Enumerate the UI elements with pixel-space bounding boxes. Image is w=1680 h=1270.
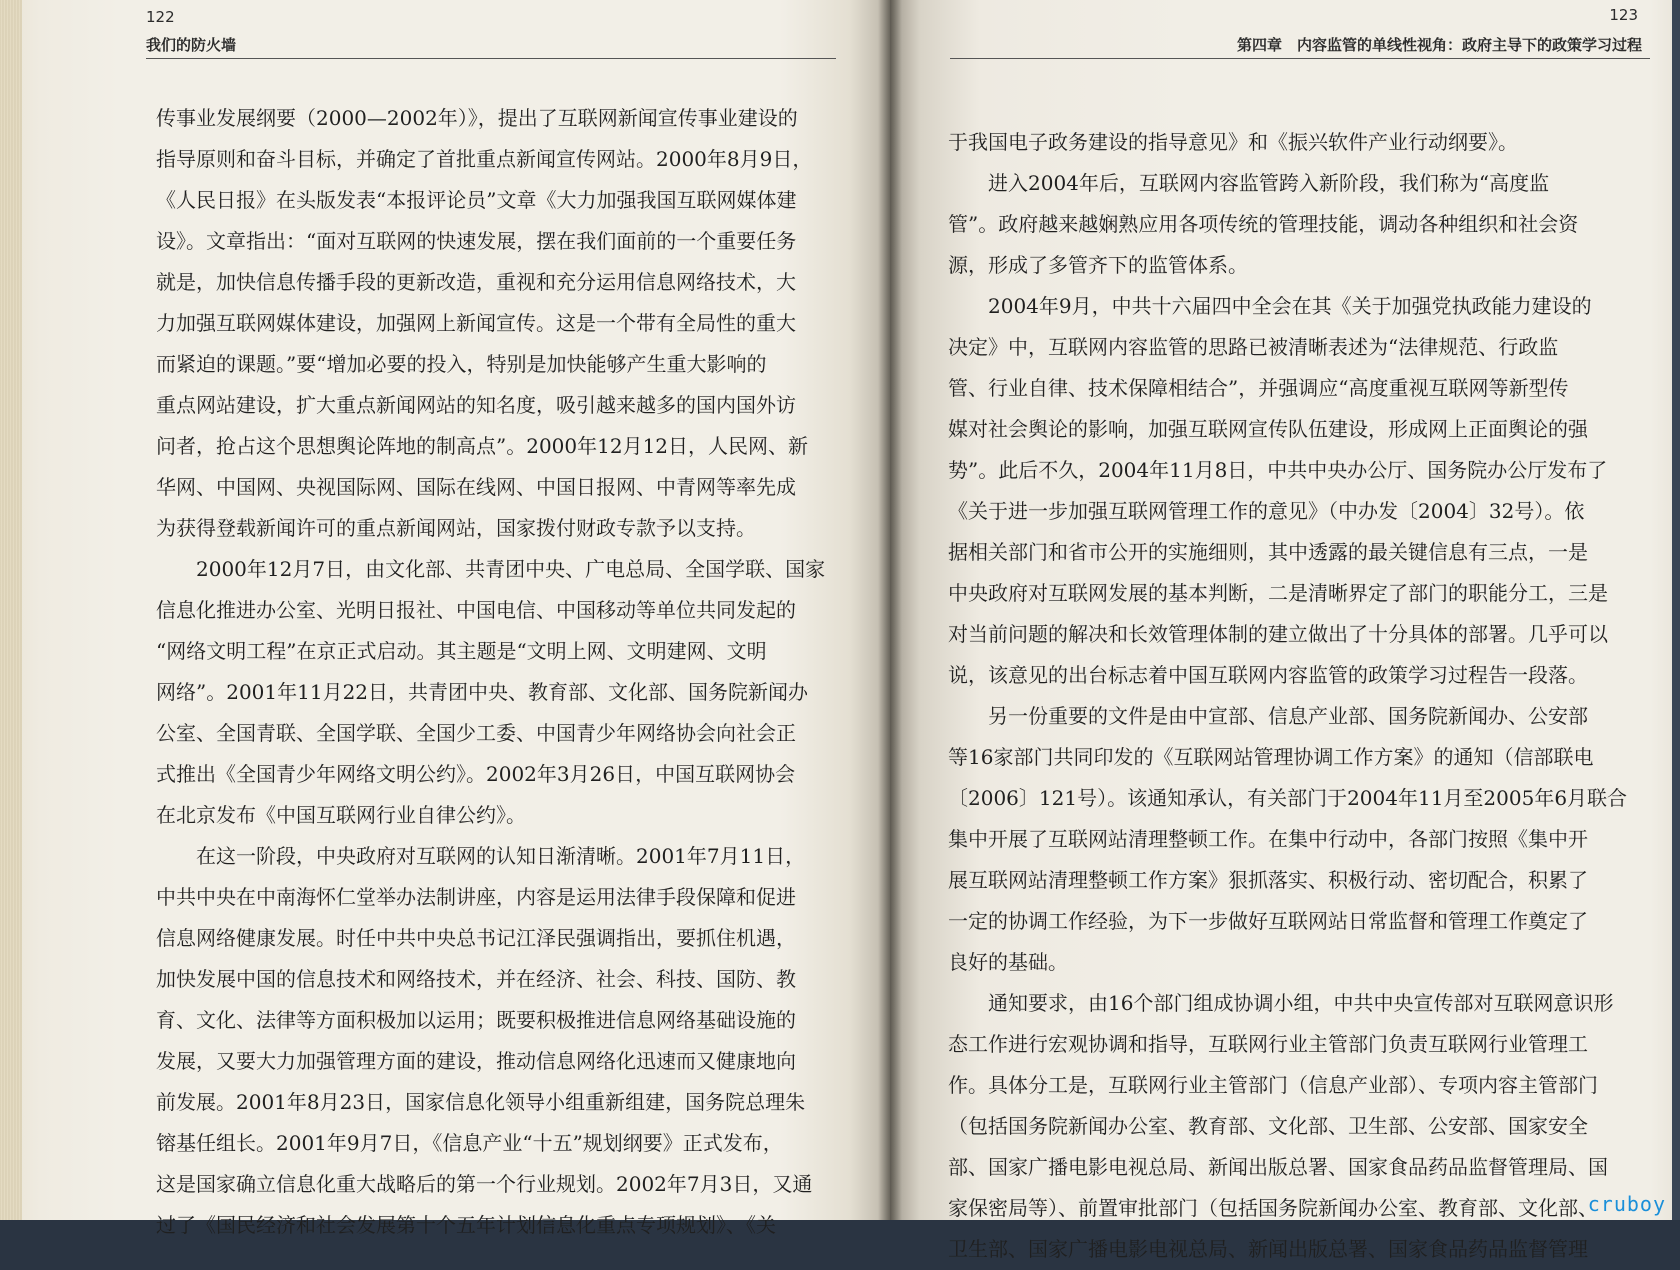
text-line: 媒对社会舆论的影响，加强互联网宣传队伍建设，形成网上正面舆论的强 [948, 417, 1588, 441]
text-line: 发展，又要大力加强管理方面的建设，推动信息网络化迅速而又健康地向 [156, 1049, 796, 1073]
text-line: 问者，抢占这个思想舆论阵地的制高点”。2000年12月12日，人民网、新 [156, 434, 809, 458]
scan-background [1672, 0, 1680, 1220]
right-page [890, 0, 1680, 1261]
text-line: 2004年9月，中共十六届四中全会在其《关于加强党执政能力建设的 [948, 294, 1592, 318]
text-line: 华网、中国网、央视国际网、国际在线网、中国日报网、中青网等率先成 [156, 475, 796, 499]
page-number: 123 [1609, 6, 1638, 24]
text-line: 指导原则和奋斗目标，并确定了首批重点新闻宣传网站。2000年8月9日， [156, 147, 813, 171]
text-line: 在这一阶段，中央政府对互联网的认知日渐清晰。2001年7月11日， [156, 844, 806, 868]
text-line: 中共中央在中南海怀仁堂举办法制讲座，内容是运用法律手段保障和促进 [156, 885, 796, 909]
text-line: 等16家部门共同印发的《互联网站管理协调工作方案》的通知（信部联电 [948, 745, 1594, 769]
text-line: 过了《国民经济和社会发展第十个五年计划信息化重点专项规划》、《关 [156, 1213, 776, 1237]
text-line: 《人民日报》在头版发表“本报评论员”文章《大力加强我国互联网媒体建 [156, 188, 797, 212]
text-line: 这是国家确立信息化重大战略后的第一个行业规划。2002年7月3日，又通 [156, 1172, 813, 1196]
text-line: 良好的基础。 [948, 950, 1068, 974]
text-line: 网络”。2001年11月22日，共青团中央、教育部、文化部、国务院新闻办 [156, 680, 809, 704]
text-line: 力加强互联网媒体建设，加强网上新闻宣传。这是一个带有全局性的重大 [156, 311, 796, 335]
text-line: 公室、全国青联、全国学联、全国少工委、中国青少年网络协会向社会正 [156, 721, 796, 745]
text-line: 信息化推进办公室、光明日报社、中国电信、中国移动等单位共同发起的 [156, 598, 796, 622]
text-line: 作。具体分工是，互联网行业主管部门（信息产业部）、专项内容主管部门 [948, 1073, 1598, 1097]
text-line: 信息网络健康发展。时任中共中央总书记江泽民强调指出，要抓住机遇， [156, 926, 796, 950]
text-line: 2000年12月7日，由文化部、共青团中央、广电总局、全国学联、国家 [156, 557, 826, 581]
header-rule [146, 58, 836, 59]
text-line: 为获得登载新闻许可的重点新闻网站，国家拨付财政专款予以支持。 [156, 516, 756, 540]
watermark: cruboy [1587, 1192, 1666, 1216]
text-line: 管”。政府越来越娴熟应用各项传统的管理技能，调动各种组织和社会资 [948, 212, 1579, 236]
body-text [156, 98, 856, 1246]
text-line: 源，形成了多管齐下的监管体系。 [948, 253, 1248, 277]
text-line: 加快发展中国的信息技术和网络技术，并在经济、社会、科技、国防、教 [156, 967, 796, 991]
text-line: 态工作进行宏观协调和指导，互联网行业主管部门负责互联网行业管理工 [948, 1032, 1588, 1056]
running-head: 第四章 内容监管的单线性视角：政府主导下的政策学习过程 [1236, 36, 1642, 54]
text-line: 卫生部、国家广播电影电视总局、新闻出版总署、国家食品药品监督管理 [948, 1237, 1588, 1261]
text-line: 一定的协调工作经验，为下一步做好互联网站日常监督和管理工作奠定了 [948, 909, 1588, 933]
text-line: 《关于进一步加强互联网管理工作的意见》（中办发〔2004〕32号）。依 [948, 499, 1585, 523]
text-line: 而紧迫的课题。”要“增加必要的投入，特别是加快能够产生重大影响的 [156, 352, 767, 376]
text-line: 管、行业自律、技术保障相结合”，并强调应“高度重视互联网等新型传 [948, 376, 1569, 400]
text-line: （包括国务院新闻办公室、教育部、文化部、卫生部、公安部、国家安全 [948, 1114, 1588, 1138]
text-line: 〔2006〕121号）。该通知承认，有关部门于2004年11月至2005年6月联合 [948, 786, 1628, 810]
text-line: 通知要求，由16个部门组成协调小组，中共中央宣传部对互联网意识形 [948, 991, 1614, 1015]
text-line: 势”。此后不久，2004年11月8日，中共中央办公厅、国务院办公厅发布了 [948, 458, 1608, 482]
page-number: 122 [146, 8, 175, 26]
book-gutter [878, 0, 902, 1220]
running-head: 我们的防火墙 [146, 36, 237, 54]
text-line: “网络文明工程”在京正式启动。其主题是“文明上网、文明建网、文明 [156, 639, 767, 663]
text-line: 集中开展了互联网站清理整顿工作。在集中行动中，各部门按照《集中开 [948, 827, 1588, 851]
text-line: 展互联网站清理整顿工作方案》狠抓落实、积极行动、密切配合，积累了 [948, 868, 1588, 892]
text-line: 设》。文章指出：“面对互联网的快速发展，摆在我们面前的一个重要任务 [156, 229, 797, 253]
text-line: 传事业发展纲要（2000—2002年）》，提出了互联网新闻宣传事业建设的 [156, 106, 798, 130]
text-line: 另一份重要的文件是由中宣部、信息产业部、国务院新闻办、公安部 [948, 704, 1588, 728]
text-line: 育、文化、法律等方面积极加以运用；既要积极推进信息网络基础设施的 [156, 1008, 796, 1032]
text-line: 在北京发布《中国互联网行业自律公约》。 [156, 803, 526, 827]
text-line: 就是，加快信息传播手段的更新改造，重视和充分运用信息网络技术，大 [156, 270, 796, 294]
text-line: 对当前问题的解决和长效管理体制的建立做出了十分具体的部署。几乎可以 [948, 622, 1608, 646]
text-line: 于我国电子政务建设的指导意见》和《振兴软件产业行动纲要》。 [948, 130, 1518, 154]
header-rule [950, 58, 1650, 59]
body-text [948, 122, 1648, 1270]
text-line: 说，该意见的出台标志着中国互联网内容监管的政策学习过程告一段落。 [948, 663, 1588, 687]
text-line: 前发展。2001年8月23日，国家信息化领导小组重新组建，国务院总理朱 [156, 1090, 806, 1114]
text-line: 中央政府对互联网发展的基本判断，二是清晰界定了部门的职能分工，三是 [948, 581, 1608, 605]
text-line: 式推出《全国青少年网络文明公约》。2002年3月26日，中国互联网协会 [156, 762, 796, 786]
page-edges [0, 0, 22, 1220]
text-line: 部、国家广播电影电视总局、新闻出版总署、国家食品药品监督管理局、国 [948, 1155, 1608, 1179]
text-line: 决定》中，互联网内容监管的思路已被清晰表述为“法律规范、行政监 [948, 335, 1559, 359]
text-line: 镕基任组长。2001年9月7日，《信息产业“十五”规划纲要》正式发布， [156, 1131, 783, 1155]
text-line: 重点网站建设，扩大重点新闻网站的知名度，吸引越来越多的国内国外访 [156, 393, 796, 417]
text-line: 据相关部门和省市公开的实施细则，其中透露的最关键信息有三点，一是 [948, 540, 1588, 564]
text-line: 家保密局等）、前置审批部门（包括国务院新闻办公室、教育部、文化部、 [948, 1196, 1598, 1220]
text-line: 进入2004年后，互联网内容监管跨入新阶段，我们称为“高度监 [948, 171, 1550, 195]
